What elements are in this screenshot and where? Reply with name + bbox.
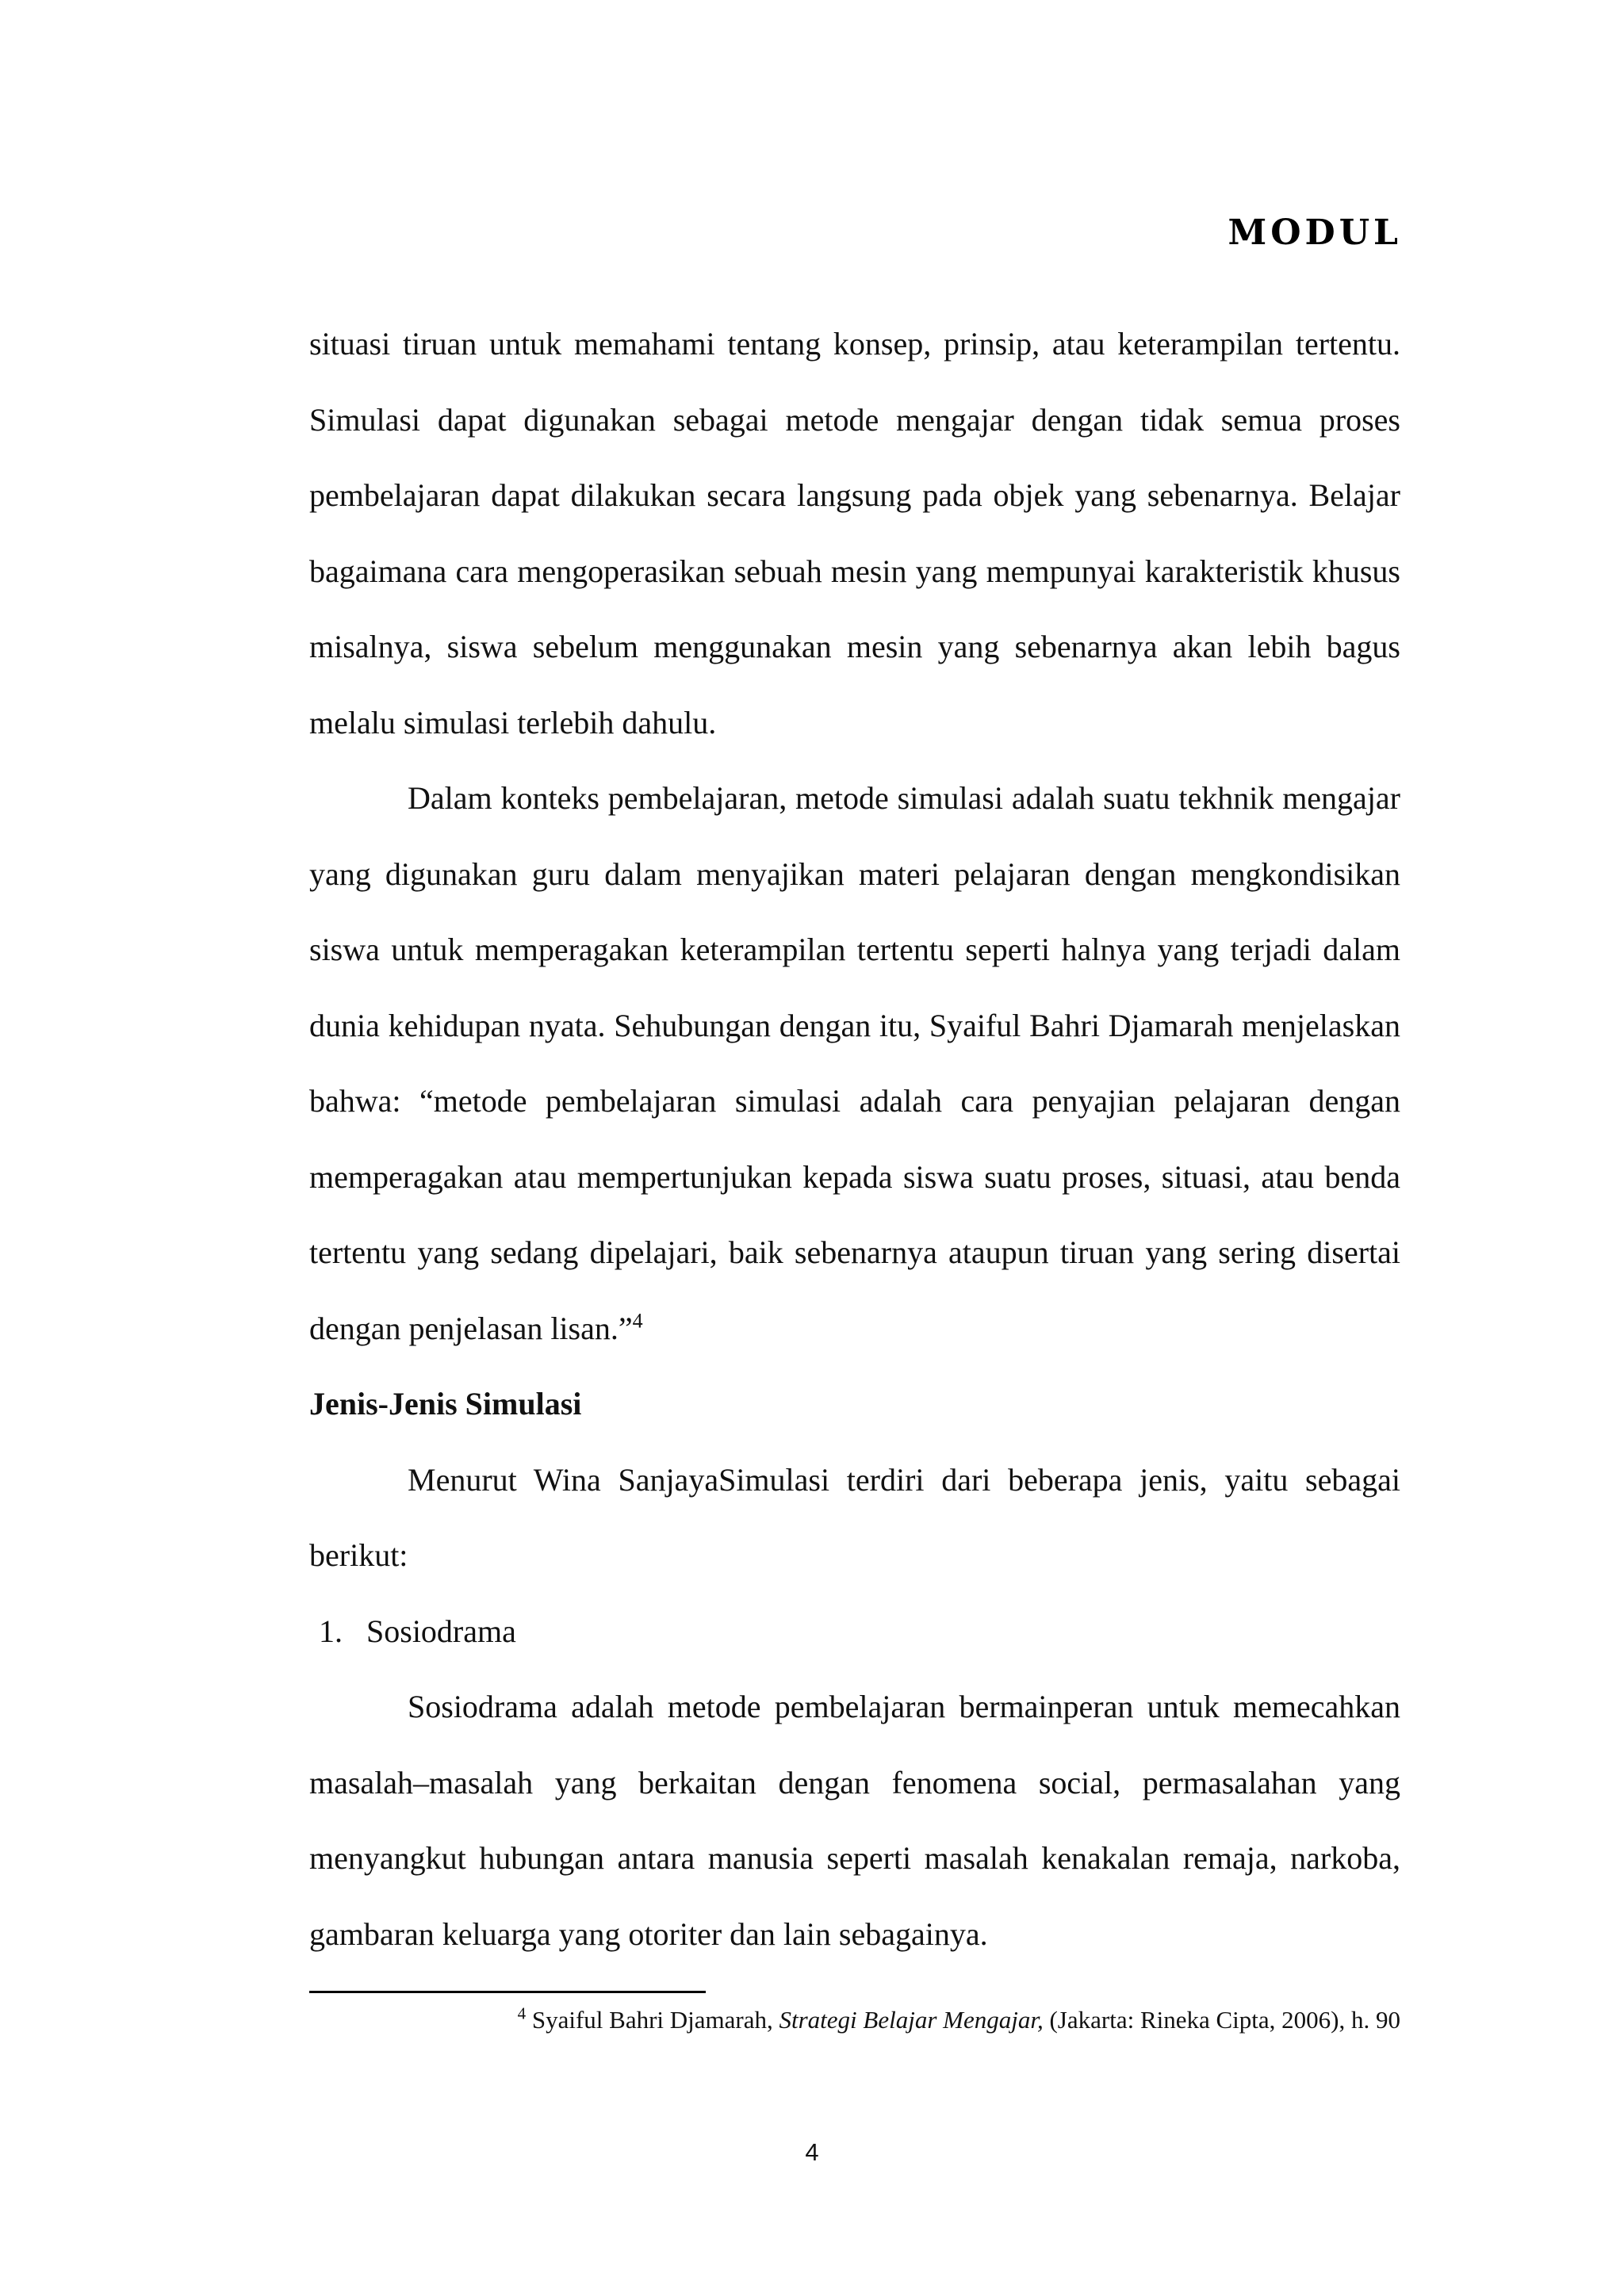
footnote-publication: (Jakarta: Rineka Cipta, 2006), h. 90 [1043, 2006, 1400, 2034]
footnote-number: 4 [517, 2003, 527, 2023]
footnote [309, 2004, 1400, 2036]
section-heading: Jenis-Jenis Simulasi [309, 1386, 582, 1422]
footnote-book-title: Strategi Belajar Mengajar, [779, 2006, 1044, 2034]
footnote-separator [309, 1991, 706, 1993]
paragraph-sosiodrama: Sosiodrama adalah metode pembelajaran bermainperan untuk memecahkan masalah–masalah yang berkaitan dengan fenomena social, permasalahan yang menyangkut hubungan antara manusia seperti masalah kenakalan remaja, narkoba, gambaran keluarga yang otoriter dan lain sebagainya. [309, 1689, 1400, 1952]
list-item-number: 1. [319, 1613, 343, 1649]
list-item-label: Sosiodrama [366, 1613, 516, 1649]
body-content [309, 306, 1400, 1972]
footnote-reference[interactable]: 4 [632, 1309, 643, 1333]
list-item-sosiodrama [309, 1594, 1400, 1670]
page-number: 4 [805, 2138, 819, 2166]
paragraph-simulation-types: Menurut Wina SanjayaSimulasi terdiri dari beberapa jenis, yaitu sebagai berikut: [309, 1461, 1400, 1573]
paragraph-simulation-context-text: Dalam konteks pembelajaran, metode simulasi adalah suatu tekhnik mengajar yang digunakan guru dalam menyajikan materi pelajaran dengan mengkondisikan siswa untuk memperagakan keterampilan tertentu seperti halnya yang terjadi dalam dunia kehidupan nyata. Sehubungan dengan itu, Syaiful Bahri Djamarah menjelaskan bahwa: “metode pembelajaran simulasi adalah cara penyajian pelajaran dengan memperagakan atau mempertunjukan kepada siswa suatu proses, situasi, atau benda tertentu yang sedang dipelajari, baik sebenarnya ataupun tiruan yang sering disertai dengan penjelasan lisan.” [309, 780, 1400, 1346]
running-header: MODUL [1228, 212, 1402, 253]
footnote-author: Syaiful Bahri Djamarah, [531, 2006, 779, 2034]
paragraph-simulation-context [309, 760, 1400, 1366]
paragraph-simulation-intro: situasi tiruan untuk memahami tentang konsep, prinsip, atau keterampilan tertentu. Simulasi dapat digunakan sebagai metode mengajar dengan tidak semua proses pembelajaran dapat dilakukan secara langsung pada objek yang sebenarnya. Belajar bagaimana cara mengoperasikan sebuah mesin yang mempunyai karakteristik khusus misalnya, siswa sebelum menggunakan mesin yang sebenarnya akan lebih bagus melalu simulasi terlebih dahulu. [309, 326, 1400, 740]
